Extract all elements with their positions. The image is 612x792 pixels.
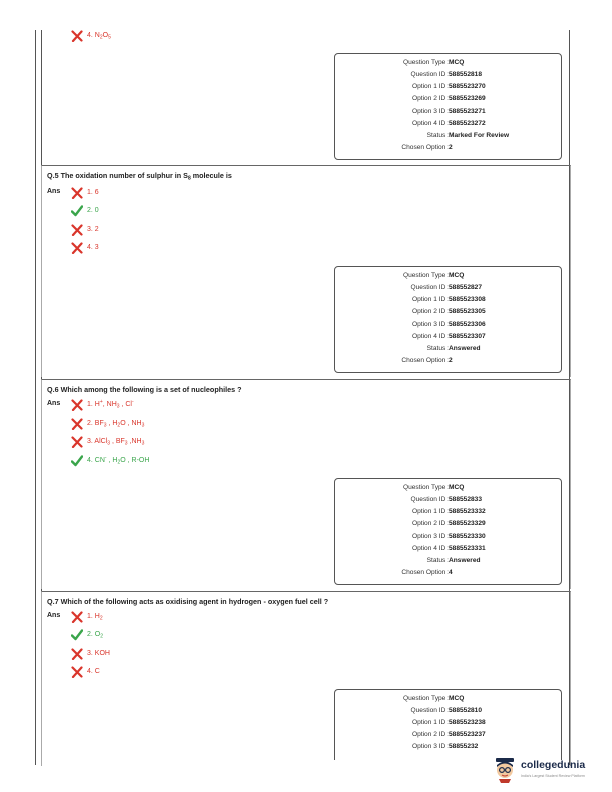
collegedunia-logo bbox=[493, 757, 608, 787]
q5-ans-label: Ans bbox=[47, 188, 61, 195]
correct-check-icon bbox=[71, 629, 83, 641]
correct-check-icon bbox=[71, 205, 83, 217]
q6-ans-label: Ans bbox=[47, 400, 61, 407]
logo-brand-text: collegedunia bbox=[521, 759, 586, 771]
q7-ans-label: Ans bbox=[47, 612, 61, 619]
question-6-title: Q.6 Which among the following is a set of nucleophiles ? bbox=[47, 385, 242, 394]
wrong-cross-icon bbox=[71, 242, 83, 254]
wrong-cross-icon bbox=[71, 436, 83, 448]
q7-info-box: Question Type : MCQ Question ID : 588552810 Option 1 ID : 5885523238 Option 2 ID : 5885523237 Option 3 ID : 58855232 bbox=[334, 689, 562, 760]
answer-sheet-page: 4. $N_2O_5$ Question Type : MCQ Question ID : 588552818 Option 1 ID : 5885523270 Option 2 ID : 5885523269 Option 3 ID : 5885523271 Option 4 ID : 5885523272 Status : Marked For Review Chosen Option : 2 Q.5 The oxidation number of sulphur in $S_8$ molecule is Ans 1. 6 2. 0 3. 2 4. 3 Question Type : MCQ Question ID : 588552827 Option 1 ID : 5885523308 Option 2 ID : 5885523305 Option 3 ID : 5885523306 Option 4 ID : 5885523307 Status : Answered Chosen Option : 2 Q.6 Which among the following is a set of nucleophiles ? Ans 1. H+, $NH_3$ , Cl- 2. $BF_3$ , $H_2O$ , $NH_3$ 3. AlCl$_3$ , $BF_3$ $,NH_3$ 4. CN- , $H_2O$ , R-OH Question Type : MCQ Question ID : 588552833 Option 1 ID : 5885523332 Option 2 ID : 5885523329 Option 3 ID : 5885523330 Option 4 ID : 5885523331 Status : Answered Chosen Option : 4 Q.7 Which of the following acts as oxidising agent in hydrogen - oxygen fuel cell ? Ans 1. $H_2$ 2. $O_2$ 3. KOH 4. C Question Type : MCQ Question ID : 588552810 Option 1 ID : 5885523238 Option 2 ID : 5885523237 Option 3 ID : 58855232 collegedunia India's Largest Student Review Platform bbox=[0, 0, 612, 792]
left-margin-line bbox=[35, 30, 36, 765]
q4-info-box: Question Type : MCQ Question ID : 588552818 Option 1 ID : 5885523270 Option 2 ID : 5885523269 Option 3 ID : 5885523271 Option 4 ID : 5885523272 Status : Marked For Review Chosen Option : 2 bbox=[334, 53, 562, 160]
wrong-cross-icon bbox=[71, 611, 83, 623]
wrong-cross-icon bbox=[71, 418, 83, 430]
wrong-cross-icon bbox=[71, 30, 83, 42]
q6-info-box: Question Type : MCQ Question ID : 588552833 Option 1 ID : 5885523332 Option 2 ID : 5885523329 Option 3 ID : 5885523330 Option 4 ID : 5885523331 Status : Answered Chosen Option : 4 bbox=[334, 478, 562, 585]
wrong-cross-icon bbox=[71, 224, 83, 236]
question-7-title: Q.7 Which of the following acts as oxidising agent in hydrogen - oxygen fuel cell ? bbox=[47, 597, 329, 606]
correct-check-icon bbox=[71, 455, 83, 467]
mascot-icon bbox=[493, 757, 517, 783]
wrong-cross-icon bbox=[71, 666, 83, 678]
wrong-cross-icon bbox=[71, 187, 83, 199]
logo-tagline: India's Largest Student Review Platform bbox=[521, 774, 585, 778]
question-5-title: Q.5 The oxidation number of sulphur in $S_8$ molecule is bbox=[47, 171, 232, 182]
wrong-cross-icon bbox=[71, 648, 83, 660]
q5-info-box: Question Type : MCQ Question ID : 588552827 Option 1 ID : 5885523308 Option 2 ID : 5885523305 Option 3 ID : 5885523306 Option 4 ID : 5885523307 Status : Answered Chosen Option : 2 bbox=[334, 266, 562, 373]
wrong-cross-icon bbox=[71, 399, 83, 411]
